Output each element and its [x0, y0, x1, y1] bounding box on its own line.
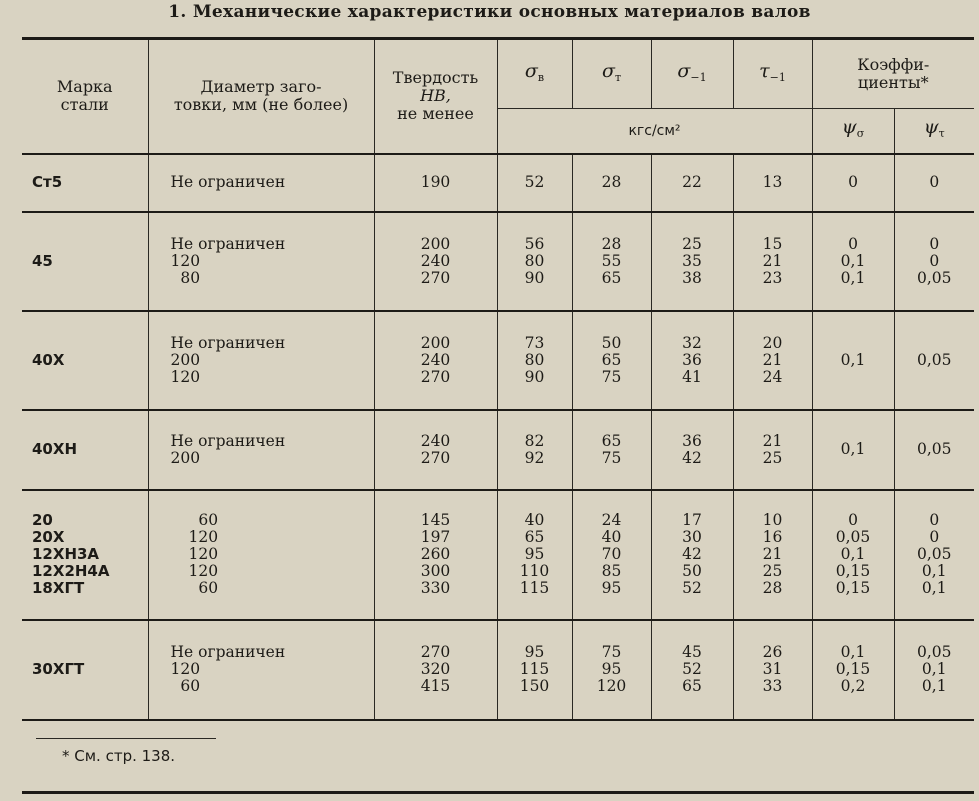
cell-diameter: Не ограничен 200 120	[148, 311, 374, 410]
cell-hb: 200 240 270	[374, 311, 497, 410]
header-diameter: Диаметр заго- товки, мм (не более)	[148, 39, 374, 154]
footnote-cell	[22, 720, 974, 793]
header-sigma-m1: $\sigma_{-1}$	[651, 39, 733, 109]
cell-psi-sigma: 0,1	[812, 311, 894, 410]
cell-diameter: Не ограничен 120 60	[148, 620, 374, 720]
cell-sigma-t: 28	[572, 154, 651, 212]
table-row	[22, 212, 974, 311]
table-row	[22, 311, 974, 410]
cell-tau-m1: 26 31 33	[733, 620, 812, 720]
cell-tau-m1: 20 21 24	[733, 311, 812, 410]
header-hardness-l1: Твердость	[392, 68, 479, 88]
cell-sigma-m1: 36 42	[651, 410, 733, 490]
header-hardness-l3: не менее	[397, 104, 474, 124]
cell-psi-sigma: 0 0,1 0,1	[812, 212, 894, 311]
header-psi-tau: $\psi_\tau$	[894, 109, 974, 154]
cell-hb: 200 240 270	[374, 212, 497, 311]
cell-tau-m1: 21 25	[733, 410, 812, 490]
mechanical-properties-table	[22, 37, 974, 794]
table-row	[22, 620, 974, 720]
cell-hb: 190	[374, 154, 497, 212]
cell-sigma-t: 28 55 65	[572, 212, 651, 311]
cell-psi-tau: 0 0 0,05 0,1 0,1	[894, 490, 974, 620]
cell-sigma-m1: 45 52 65	[651, 620, 733, 720]
cell-hb: 240 270	[374, 410, 497, 490]
cell-diameter: Не ограничен 120 80	[148, 212, 374, 311]
cell-psi-sigma: 0,1	[812, 410, 894, 490]
cell-grade: 30ХГТ	[22, 620, 148, 720]
cell-sigma-m1: 25 35 38	[651, 212, 733, 311]
cell-sigma-m1: 17 30 42 50 52	[651, 490, 733, 620]
footnote-text: * См. стр. 138.	[62, 746, 176, 765]
cell-sigma-b: 82 92	[497, 410, 572, 490]
cell-psi-tau: 0 0 0,05	[894, 212, 974, 311]
cell-grade: 20 20Х 12ХН3А 12Х2Н4А 18ХГТ	[22, 490, 148, 620]
cell-sigma-m1: 32 36 41	[651, 311, 733, 410]
header-grade: Марка стали	[22, 39, 148, 154]
cell-grade: 45	[22, 212, 148, 311]
cell-diameter: Не ограничен	[148, 154, 374, 212]
cell-psi-sigma: 0 0,05 0,1 0,15 0,15	[812, 490, 894, 620]
cell-sigma-t: 75 95 120	[572, 620, 651, 720]
cell-diameter: 60 120 120 120 60	[148, 490, 374, 620]
cell-tau-m1: 10 16 21 25 28	[733, 490, 812, 620]
cell-diameter: Не ограничен 200	[148, 410, 374, 490]
header-sigma-t: $\sigma_т$	[572, 39, 651, 109]
cell-psi-tau: 0,05 0,1 0,1	[894, 620, 974, 720]
cell-grade: Ст5	[22, 154, 148, 212]
cell-psi-sigma: 0,1 0,15 0,2	[812, 620, 894, 720]
cell-sigma-b: 95 115 150	[497, 620, 572, 720]
table-row	[22, 410, 974, 490]
cell-sigma-b: 73 80 90	[497, 311, 572, 410]
footnote-rule	[36, 738, 216, 739]
cell-sigma-b: 40 65 95 110 115	[497, 490, 572, 620]
cell-grade: 40ХН	[22, 410, 148, 490]
header-tau-m1: $\tau_{-1}$	[733, 39, 812, 109]
header-coeff: Коэффи- циенты*	[812, 39, 974, 109]
header-unit: кгс/см²	[497, 109, 812, 154]
cell-sigma-m1: 22	[651, 154, 733, 212]
cell-psi-tau: 0	[894, 154, 974, 212]
table-row	[22, 154, 974, 212]
header-hardness-l2: HB,	[420, 86, 451, 106]
cell-tau-m1: 13	[733, 154, 812, 212]
cell-sigma-t: 50 65 75	[572, 311, 651, 410]
cell-psi-tau: 0,05	[894, 311, 974, 410]
header-hardness	[374, 39, 497, 154]
table-title: 1. Механические характеристики основных материалов валов	[168, 2, 811, 22]
cell-sigma-t: 24 40 70 85 95	[572, 490, 651, 620]
header-psi-sigma: $\psi_\sigma$	[812, 109, 894, 154]
cell-hb: 270 320 415	[374, 620, 497, 720]
cell-sigma-t: 65 75	[572, 410, 651, 490]
cell-grade: 40Х	[22, 311, 148, 410]
cell-sigma-b: 56 80 90	[497, 212, 572, 311]
cell-psi-sigma: 0	[812, 154, 894, 212]
cell-hb: 145 197 260 300 330	[374, 490, 497, 620]
header-sigma-b: $\sigma_в$	[497, 39, 572, 109]
cell-tau-m1: 15 21 23	[733, 212, 812, 311]
cell-psi-tau: 0,05	[894, 410, 974, 490]
footnote-row	[22, 720, 974, 793]
cell-sigma-b: 52	[497, 154, 572, 212]
table-row	[22, 490, 974, 620]
